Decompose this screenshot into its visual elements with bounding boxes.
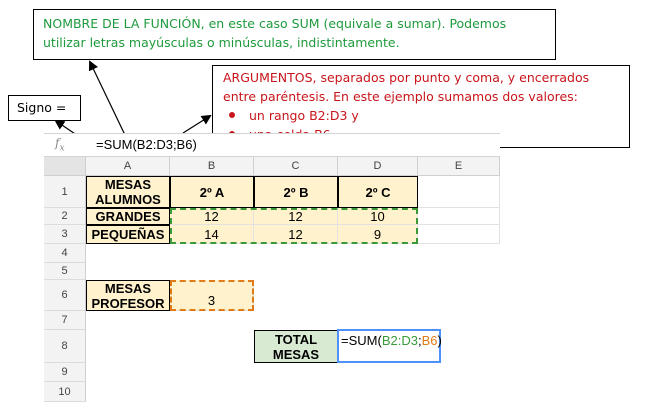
row-header-5[interactable]: 5 — [44, 263, 86, 280]
column-header-e[interactable]: E — [418, 157, 500, 176]
arguments-item-range: un rango B2:D3 y — [249, 106, 619, 125]
cell-a1[interactable]: MESAS ALUMNOS — [86, 176, 170, 208]
arrow-arguments — [183, 116, 210, 133]
cell-c8[interactable]: TOTAL MESAS — [254, 330, 338, 363]
formula-cell-token: B6 — [421, 333, 438, 348]
cell-c1[interactable]: 2º B — [254, 176, 338, 208]
cell-a6[interactable]: MESAS PROFESOR — [86, 280, 170, 311]
arrow-function-name — [90, 62, 125, 135]
cell-e2[interactable] — [418, 208, 500, 225]
arguments-callout-intro: ARGUMENTOS, separados por punto y coma, y encerrados entre paréntesis. En este ejemplo sumamos dos valores: — [223, 70, 590, 104]
cell-b3[interactable]: 14 — [170, 225, 254, 244]
cell-e1[interactable] — [418, 176, 500, 208]
select-all-corner[interactable] — [44, 157, 86, 176]
row-header-9[interactable]: 9 — [44, 363, 86, 382]
row-header-2[interactable]: 2 — [44, 208, 86, 225]
row-header-1[interactable]: 1 — [44, 176, 86, 208]
cell-a3[interactable]: PEQUEÑAS — [86, 225, 170, 244]
formula-range-token: B2:D3 — [381, 333, 418, 348]
row-header-10[interactable]: 10 — [44, 382, 86, 402]
cell-b6[interactable]: 3 — [170, 280, 254, 311]
sign-callout-text: Signo = — [17, 100, 67, 115]
column-header-a[interactable]: A — [86, 157, 170, 176]
row-header-7[interactable]: 7 — [44, 311, 86, 330]
row-header-8[interactable]: 8 — [44, 330, 86, 363]
cell-b2[interactable]: 12 — [170, 208, 254, 225]
cell-d8-editor[interactable]: =SUM(B2:D3;B6) — [337, 329, 441, 363]
cell-d2[interactable]: 10 — [338, 208, 418, 225]
row-header-3[interactable]: 3 — [44, 225, 86, 244]
cell-b1[interactable]: 2º A — [170, 176, 254, 208]
cell-e3[interactable] — [418, 225, 500, 244]
column-header-b[interactable]: B — [170, 157, 254, 176]
function-name-callout-text: NOMBRE DE LA FUNCIÓN, en este caso SUM (equivale a sumar). Podemos utilizar letras mayúsculas o minúsculas, indistintamente. — [43, 16, 507, 50]
cell-d1[interactable]: 2º C — [338, 176, 418, 208]
column-header-c[interactable]: C — [254, 157, 338, 176]
cell-c3[interactable]: 12 — [254, 225, 338, 244]
row-header-6[interactable]: 6 — [44, 280, 86, 311]
row-header-4[interactable]: 4 — [44, 244, 86, 263]
cell-d3[interactable]: 9 — [338, 225, 418, 244]
formula-input[interactable]: =SUM(B2:D3;B6) — [96, 137, 197, 152]
cell-a2[interactable]: GRANDES — [86, 208, 170, 225]
formula-bar — [44, 133, 500, 157]
spreadsheet-grid — [44, 157, 500, 402]
fx-icon: $f_x$ — [55, 136, 65, 154]
cell-c2[interactable]: 12 — [254, 208, 338, 225]
column-header-d[interactable]: D — [338, 157, 418, 176]
